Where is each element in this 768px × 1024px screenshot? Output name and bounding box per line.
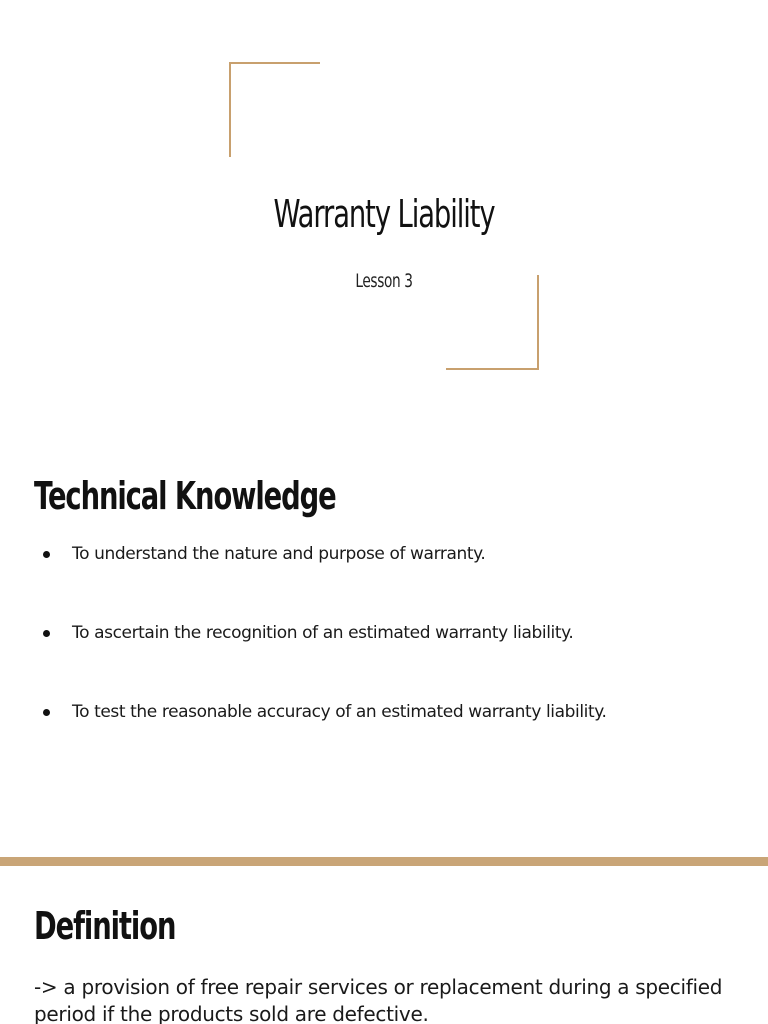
technical-knowledge-slide xyxy=(0,430,768,858)
definition-slide xyxy=(0,866,768,1024)
slide-title: Warranty Liability xyxy=(273,192,495,236)
list-item xyxy=(40,619,740,698)
definition-heading: Definition xyxy=(34,904,176,948)
list-item xyxy=(40,540,740,619)
title-slide xyxy=(0,0,768,430)
bullet-icon xyxy=(43,551,50,558)
technical-knowledge-heading: Technical Knowledge xyxy=(34,474,336,518)
corner-bracket-bottom-right xyxy=(446,275,539,370)
definition-text: -> a provision of free repair services or replacement during a specified period if the products sold are defective. xyxy=(34,975,723,1024)
list-item-text: To test the reasonable accuracy of an estimated warranty liability. xyxy=(72,702,607,722)
slide-divider xyxy=(0,857,768,866)
corner-bracket-top-left xyxy=(229,62,320,157)
bullet-icon xyxy=(43,630,50,637)
list-item-text: To ascertain the recognition of an estimated warranty liability. xyxy=(72,623,574,643)
slide-subtitle: Lesson 3 xyxy=(355,270,413,292)
objectives-list xyxy=(40,540,740,777)
bullet-icon xyxy=(43,709,50,716)
list-item xyxy=(40,698,740,777)
list-item-text: To understand the nature and purpose of warranty. xyxy=(72,544,486,564)
